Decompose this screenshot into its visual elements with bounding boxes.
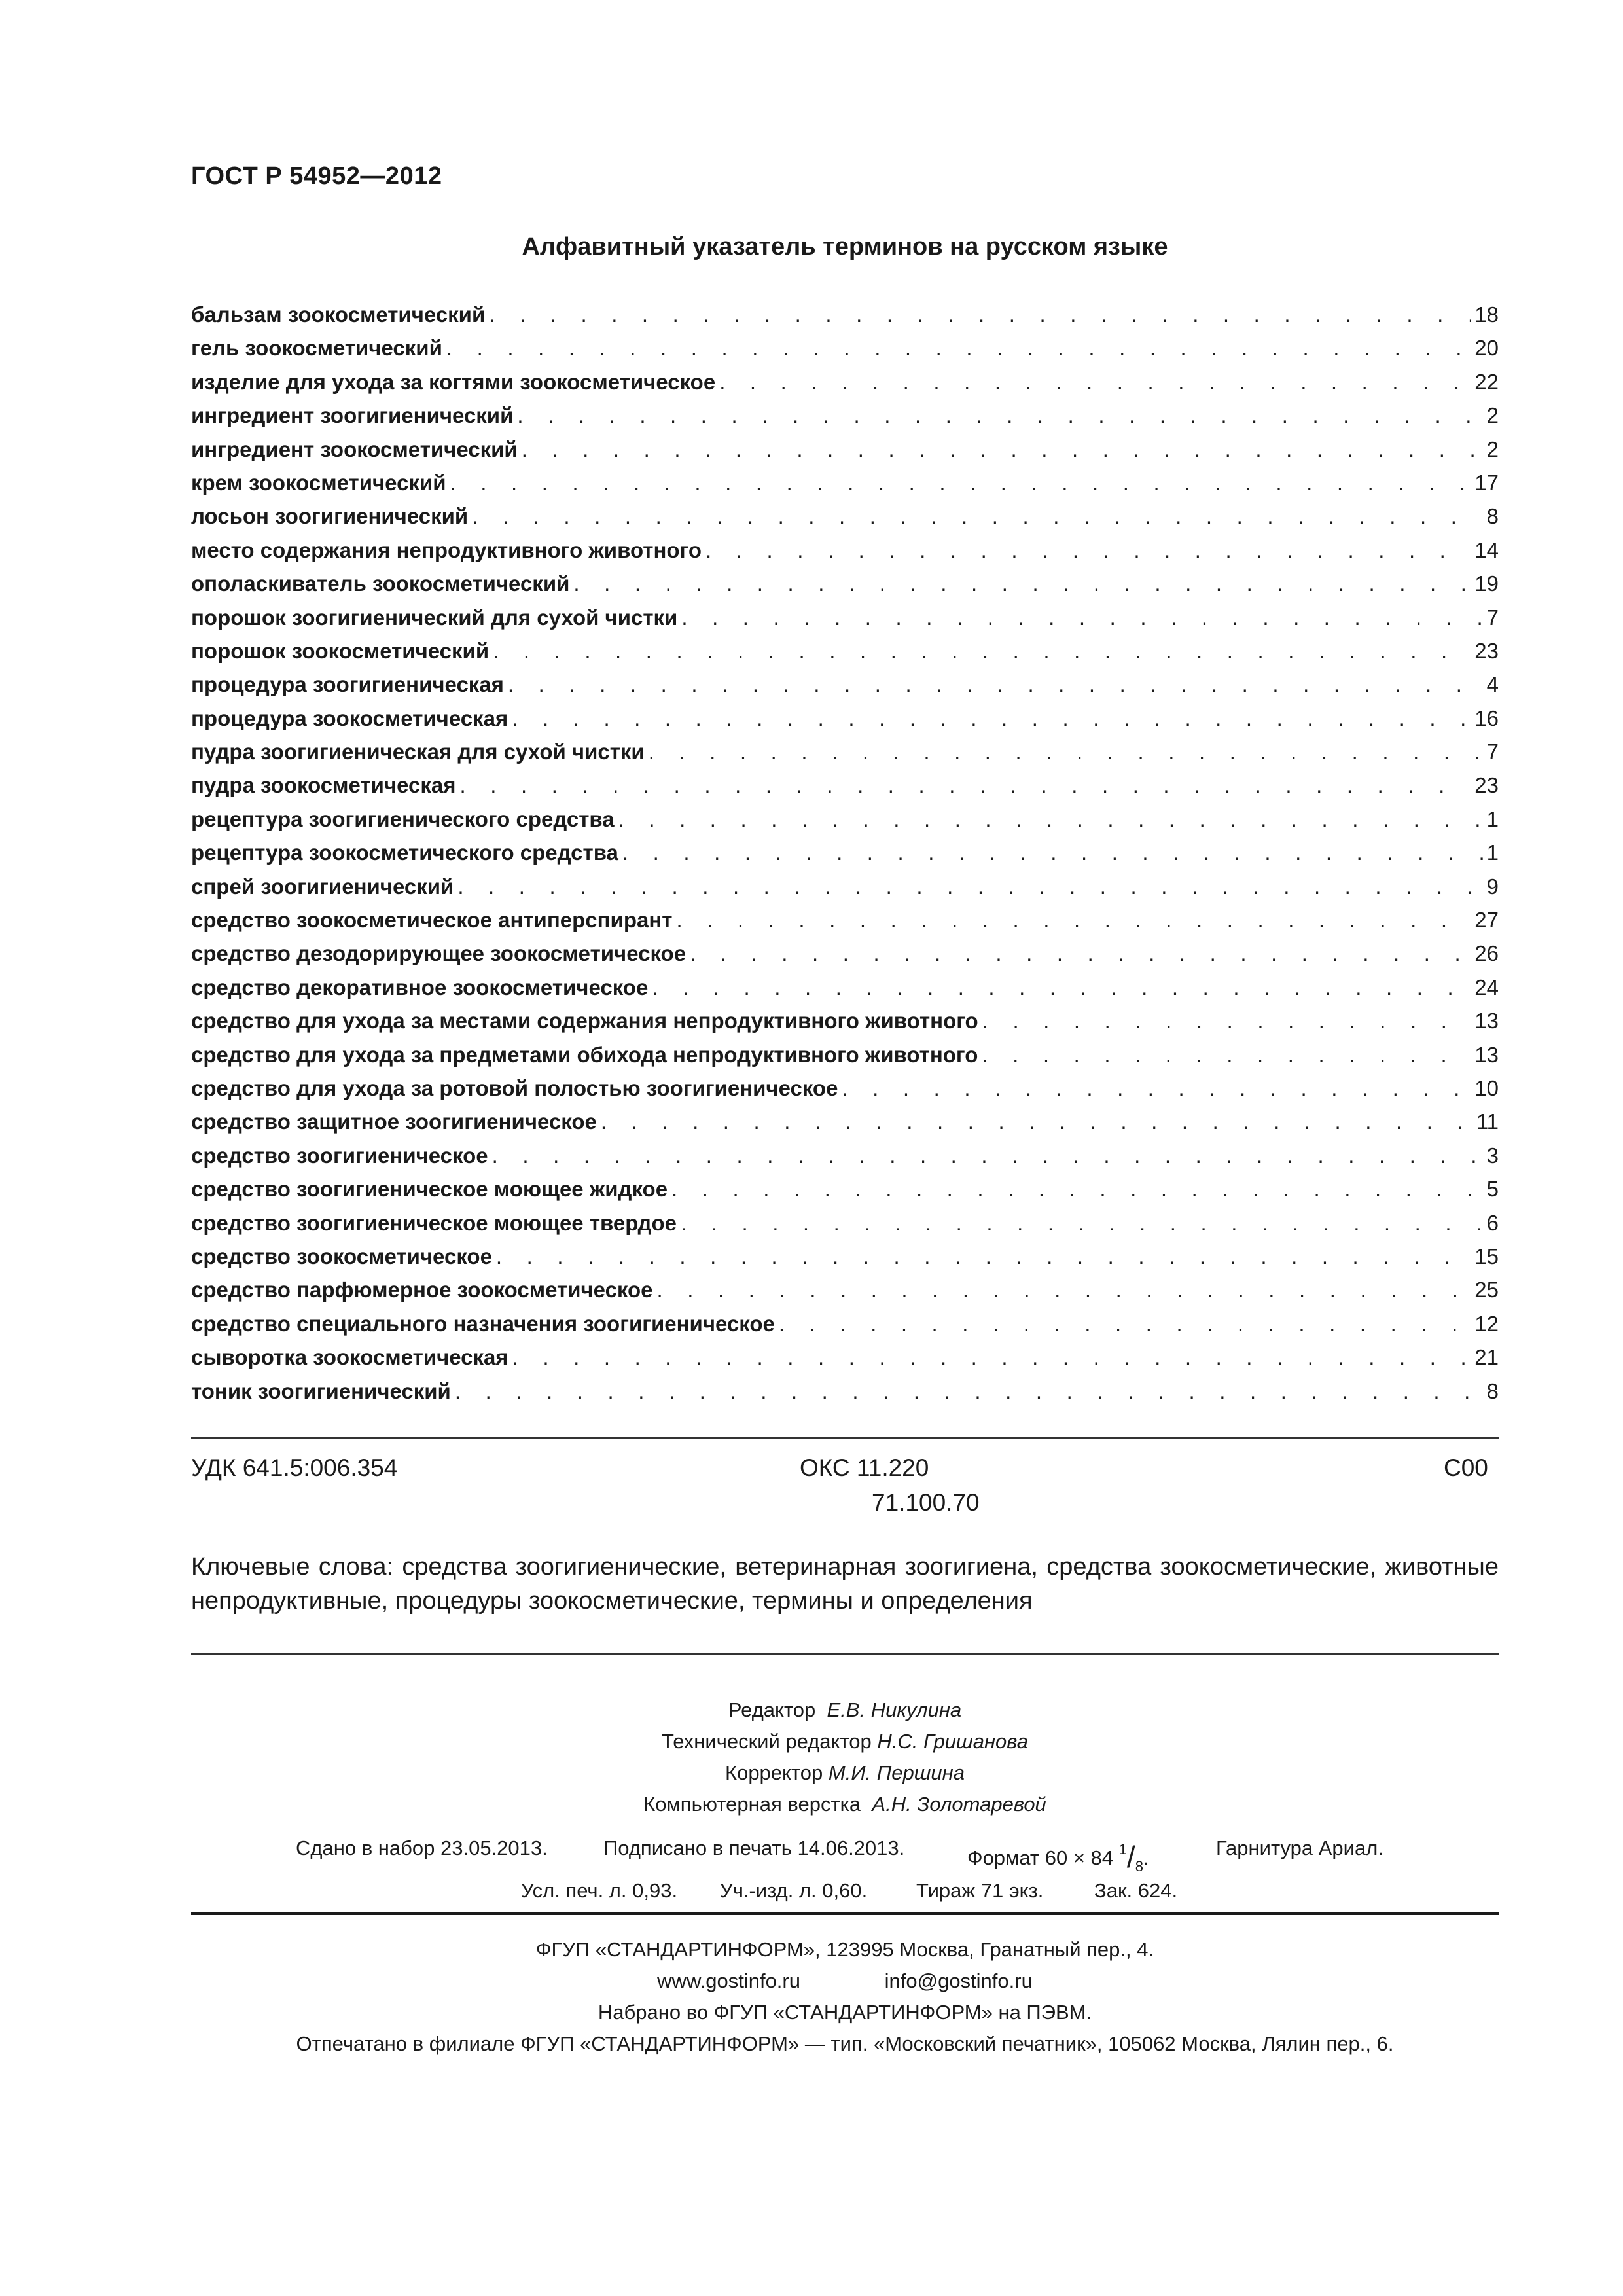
index-entry [191, 735, 1499, 768]
index-page-number: 10 [1474, 1075, 1499, 1100]
dot-leader [512, 1340, 1471, 1374]
print-signed: Подписано в печать 14.06.2013. [603, 1837, 905, 1859]
dot-leader [779, 1307, 1471, 1340]
index-entry [191, 971, 1499, 1004]
print-order: Зак. 624. [1094, 1879, 1178, 1902]
dot-leader [671, 1172, 1483, 1206]
index-page-number: 21 [1474, 1345, 1499, 1370]
index-entry [191, 601, 1499, 634]
index-page-number: 12 [1474, 1311, 1499, 1336]
index-page-number: 4 [1486, 672, 1499, 697]
index-entry [191, 937, 1499, 970]
index-page-number: 19 [1474, 571, 1499, 596]
publisher-block [191, 1934, 1499, 2060]
index-entry [191, 802, 1499, 836]
dot-leader [690, 937, 1471, 970]
index-term: крем зоокосметический [191, 470, 446, 495]
index-entry [191, 836, 1499, 869]
index-entry [191, 634, 1499, 668]
index-page-number: 1 [1486, 806, 1499, 831]
credit-proofreader-label: Корректор [725, 1761, 823, 1784]
index-term: сыворотка зоокосметическая [191, 1345, 508, 1370]
index-page-number: 2 [1486, 403, 1499, 428]
index-page-number: 9 [1486, 874, 1499, 899]
index-term: средство для ухода за ротовой полостью зоогигиеническое [191, 1075, 838, 1100]
dot-leader [489, 298, 1471, 331]
dot-leader [719, 365, 1471, 399]
index-term: средство зоогигиеническое [191, 1143, 488, 1168]
dot-leader [455, 1374, 1483, 1408]
credit-tech-editor-label: Технический редактор [662, 1730, 872, 1753]
dot-leader [842, 1071, 1471, 1105]
index-entry [191, 433, 1499, 466]
index-entry [191, 668, 1499, 701]
index-entry [191, 533, 1499, 567]
index-entry [191, 1206, 1499, 1240]
udk-code: УДК 641.5:006.354 [191, 1454, 398, 1481]
dot-leader [618, 802, 1483, 836]
dot-leader [450, 466, 1471, 499]
index-term: бальзам зоокосметический [191, 302, 486, 327]
dot-leader [676, 903, 1471, 937]
index-entry [191, 1374, 1499, 1408]
dot-leader [681, 1206, 1483, 1240]
index-term: ингредиент зоокосметический [191, 437, 518, 461]
publisher-printed: Отпечатано в филиале ФГУП «СТАНДАРТИНФОРМ» — тип. «Московский печатник», 105062 Москва, Лялин пер., 6. [296, 2032, 1394, 2055]
publisher-email[interactable]: info@gostinfo.ru [884, 1969, 1033, 1992]
index-entry [191, 466, 1499, 499]
index-term: средство для ухода за местами содержания непродуктивного животного [191, 1009, 978, 1033]
credit-editor-name: Е.В. Никулина [827, 1698, 962, 1721]
dot-leader [512, 702, 1471, 735]
credit-layout-label: Компьютерная верстка [643, 1793, 861, 1816]
index-term: средство зоогигиеническое моющее твердое [191, 1210, 677, 1235]
index-title: Алфавитный указатель терминов на русском языке [522, 233, 1168, 260]
dot-leader [522, 433, 1483, 466]
index-entry [191, 499, 1499, 533]
index-entry [191, 768, 1499, 802]
term-index-list [191, 298, 1499, 1408]
dot-leader [652, 971, 1471, 1004]
index-entry [191, 903, 1499, 937]
index-page-number: 23 [1474, 773, 1499, 798]
oks-code-1: ОКС 11.220 [800, 1454, 929, 1481]
dot-leader [681, 601, 1482, 634]
index-entry [191, 567, 1499, 600]
index-term: средство зоокосметическое [191, 1244, 492, 1268]
index-entry [191, 1139, 1499, 1172]
index-entry [191, 298, 1499, 331]
divider-bottom [191, 1912, 1499, 1915]
dot-leader [622, 836, 1483, 869]
publisher-typeset: Набрано во ФГУП «СТАНДАРТИНФОРМ» на ПЭВМ. [597, 2001, 1092, 2024]
dot-leader [517, 399, 1482, 432]
index-entry [191, 1071, 1499, 1105]
index-page-number: 8 [1486, 1378, 1499, 1403]
dot-leader [457, 870, 1482, 903]
index-page-number: 7 [1486, 605, 1499, 630]
index-term: лосьон зоогигиенический [191, 504, 469, 529]
index-term: средство специального назначения зоогигиеническое [191, 1311, 775, 1336]
oks-code-2: 71.100.70 [872, 1489, 980, 1516]
print-format-prefix: Формат 60 × 84 [967, 1846, 1114, 1869]
index-page-number: 11 [1476, 1109, 1499, 1134]
index-term: средство зоогигиеническое моющее жидкое [191, 1177, 668, 1202]
dot-leader [705, 533, 1471, 567]
index-term: средство для ухода за предметами обихода непродуктивного животного [191, 1042, 978, 1067]
index-term: рецептура зоогигиенического средства [191, 806, 615, 831]
credit-tech-editor [191, 1726, 1499, 1757]
dot-leader [982, 1038, 1471, 1071]
index-page-number: 2 [1486, 437, 1499, 461]
index-page-number: 8 [1486, 504, 1499, 529]
index-page-number: 27 [1474, 908, 1499, 933]
index-entry [191, 1340, 1499, 1374]
index-entry [191, 1004, 1499, 1037]
print-format-fraction: $^1/_8$. [1118, 1840, 1149, 1874]
index-entry [191, 399, 1499, 432]
index-page-number: 18 [1474, 302, 1499, 327]
index-page-number: 26 [1474, 941, 1499, 966]
index-term: пудра зоогигиеническая для сухой чистки [191, 740, 645, 764]
index-page-number: 16 [1474, 706, 1499, 730]
index-term: процедура зоогигиеническая [191, 672, 504, 697]
index-entry [191, 1273, 1499, 1306]
publisher-address: ФГУП «СТАНДАРТИНФОРМ», 123995 Москва, Гранатный пер., 4. [535, 1938, 1154, 1961]
print-pub-sheets: Уч.-изд. л. 0,60. [720, 1879, 868, 1902]
index-page-number: 5 [1486, 1177, 1499, 1202]
index-term: рецептура зоокосметического средства [191, 840, 618, 865]
dot-leader [508, 668, 1483, 701]
index-entry [191, 1307, 1499, 1340]
index-term: гель зоокосметический [191, 336, 442, 361]
dot-leader [492, 1139, 1483, 1172]
index-term: процедура зоокосметическая [191, 706, 508, 730]
dot-leader [493, 634, 1471, 668]
index-page-number: 3 [1486, 1143, 1499, 1168]
index-page-number: 15 [1474, 1244, 1499, 1268]
index-term: изделие для ухода за когтями зоокосметическое [191, 369, 716, 394]
print-run: Тираж 71 экз. [916, 1879, 1044, 1902]
divider-keywords [191, 1653, 1499, 1655]
dot-leader [573, 567, 1471, 600]
dot-leader [459, 768, 1471, 802]
index-term: место содержания непродуктивного животного [191, 537, 702, 562]
credit-layout [191, 1789, 1499, 1820]
index-page-number: 20 [1474, 336, 1499, 361]
index-term: порошок зоокосметический [191, 638, 490, 663]
dot-leader [982, 1004, 1471, 1037]
credit-editor [191, 1695, 1499, 1726]
index-page-number: 1 [1486, 840, 1499, 865]
dot-leader [446, 331, 1471, 365]
index-page-number: 7 [1486, 740, 1499, 764]
print-typeface: Гарнитура Ариал. [1216, 1837, 1383, 1859]
print-format [967, 1837, 1149, 1872]
print-format-num: 1 [1118, 1841, 1127, 1857]
credit-proofreader [191, 1757, 1499, 1789]
index-term: средство защитное зоогигиеническое [191, 1109, 597, 1134]
index-entry [191, 1172, 1499, 1206]
index-page-number: 22 [1474, 369, 1499, 394]
index-page-number: 13 [1474, 1009, 1499, 1033]
index-page-number: 6 [1486, 1210, 1499, 1235]
print-sent: Сдано в набор 23.05.2013. [296, 1837, 548, 1859]
credit-proofreader-name: М.И. Першина [828, 1761, 965, 1784]
index-page-number: 23 [1474, 638, 1499, 663]
keywords: Ключевые слова: средства зоогигиенические, ветеринарная зоогигиена, средства зоокосметические, животные непродуктивные, процедуры зоокосметические, термины и определения [191, 1553, 1499, 1615]
dot-leader [601, 1105, 1472, 1138]
credit-tech-editor-name: Н.С. Гришанова [877, 1730, 1028, 1753]
dot-leader [472, 499, 1482, 533]
index-entry [191, 1240, 1499, 1273]
index-term: средство зоокосметическое антиперспирант [191, 908, 673, 933]
index-entry [191, 331, 1499, 365]
index-page-number: 13 [1474, 1042, 1499, 1067]
index-term: средство парфюмерное зоокосметическое [191, 1278, 653, 1302]
index-term: тоник зоогигиенический [191, 1378, 451, 1403]
classification-code: С00 [1444, 1454, 1488, 1481]
index-entry [191, 1038, 1499, 1071]
publisher-website[interactable]: www.gostinfo.ru [657, 1969, 800, 1992]
credits-block [191, 1695, 1499, 1820]
gost-number: ГОСТ Р 54952—2012 [191, 162, 442, 190]
index-entry [191, 702, 1499, 735]
index-page-number: 14 [1474, 537, 1499, 562]
index-term: пудра зоокосметическая [191, 773, 456, 798]
index-term: порошок зоогигиенический для сухой чистки [191, 605, 678, 630]
index-term: ополаскиватель зоокосметический [191, 571, 570, 596]
divider-top [191, 1437, 1499, 1439]
publisher-contacts [191, 1965, 1499, 1997]
dot-leader [649, 735, 1483, 768]
index-entry [191, 365, 1499, 399]
index-term: средство декоративное зоокосметическое [191, 975, 649, 999]
credit-editor-label: Редактор [728, 1698, 816, 1721]
credit-layout-name: А.Н. Золотаревой [872, 1793, 1046, 1816]
print-sheets: Усл. печ. л. 0,93. [521, 1879, 678, 1902]
dot-leader [657, 1273, 1471, 1306]
dot-leader [496, 1240, 1471, 1273]
index-entry [191, 1105, 1499, 1138]
index-entry [191, 870, 1499, 903]
index-page-number: 17 [1474, 470, 1499, 495]
index-page-number: 25 [1474, 1278, 1499, 1302]
index-term: ингредиент зоогигиенический [191, 403, 514, 428]
index-term: средство дезодорирующее зоокосметическое [191, 941, 687, 966]
index-page-number: 24 [1474, 975, 1499, 999]
print-format-den: 8 [1135, 1858, 1143, 1874]
index-term: спрей зоогигиенический [191, 874, 454, 899]
